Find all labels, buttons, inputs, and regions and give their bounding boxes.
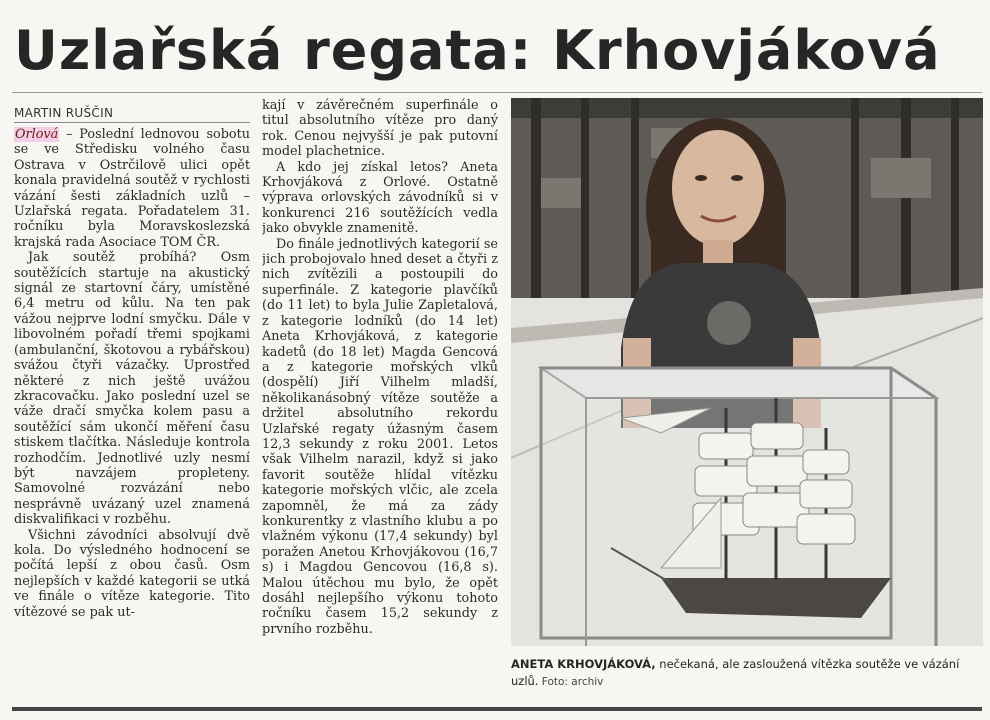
paragraph: Do finále jednotlivých kategorií se jich probojovalo hned deset a čtyři z nich zvítězili a postoupili do superfinále. Z kategorie plavčíků (do 11 let) to byla Julie Zapletalová, z kategorie lodníků (do 14 let) Aneta Krhovjáková, z kategorie kadetů (do 18 let) Magda Gencová a z kategorie mořských vlků (dospělí) Jiří Vilhelm mladší, několikanásobný vítěze soutěže a držitel absolutního rekordu Uzlařské regaty úžasným časem 12,3 sekundy z roku 2001. Letos však Vilhelm narazil, když si jako favorit soutěže hlídal vítězku kategorie mořských vlčic, ale zcela zapomněl, že má za zády konkurentky z vlastního klubu a po vlažném výkonu (17,4 sekundy) byl poražen Anetou Krhovjákovou (16,7 s) i Magdou Gencovou (16,8 s). Malou útěchou mu bylo, že opět dosáhl nejlepšího výkonu tohoto ročníku časem 15,2 sekundy z prvního rozběhu.	[262, 236, 498, 637]
paragraph: A kdo jej získal letos? Aneta Krhovjáková z Orlové. Ostatně výprava orlovských závodníků si v konkurenci 216 soutěžících vedla jako obvykle znamenitě.	[262, 159, 498, 237]
paragraph-text: – Poslední lednovou sobotu se ve Středisku volného času Ostrava v Ostrčilově ulici opět konala pravidelná soutěž v rychlosti vázání šesti základních uzlů – Uzlařská regata. Pořadatelem 31. ročníku byla Moravskoslezská krajská rada Asociace TOM ČR.	[14, 127, 250, 250]
paragraph: Jak soutěž probíhá? Osm soutěžících startuje na akustický signál ze startovní čáry, umístěné 6,4 metru od kůlu. Na ten pak vážou nejprve lodní smyčku. Dále v libovolném pořadí třemi spojkami (ambulanční, škotovou a rybářskou) svážou čtyři vázačky. Uprostřed některé z nich ještě uvážou zkracovačku. Jako poslední uzel se váže dračí smyčka kolem pasu a soutěžící sám ukončí měření času stiskem tlačítka. Následuje kontrola rozhodčím. Jednotlivé uzly nesmí být navzájem propleteny. Samovolné rozvázání nebo nesprávně uvázaný uzel znamená diskvalifikaci v rozběhu.	[14, 250, 250, 528]
bottom-divider	[12, 707, 982, 711]
photo-caption	[511, 656, 983, 691]
paragraph: Všichni závodníci absolvují dvě kola. Do výsledného hodnocení se počítá lepší z obou časů. Osm nejlepších v každé kategorii se utká ve finále o vítěze kategorie. Tito vítězové se pak ut-	[14, 527, 250, 620]
text-column-1	[14, 127, 250, 703]
photo-credit: Foto: archiv	[538, 676, 604, 688]
photo-illustration	[511, 98, 983, 646]
caption-name: ANETA KRHOVJÁKOVÁ,	[511, 657, 656, 671]
byline-divider	[14, 122, 250, 123]
article-photo	[511, 98, 983, 646]
caption-text: nečekaná, ale zasloužená vítězka soutěže ve vázání uzlů.	[511, 657, 960, 688]
top-divider	[12, 92, 982, 93]
paragraph	[14, 127, 250, 250]
headline: Uzlařská regata: Krhovjáková	[14, 19, 941, 82]
text-column-2	[262, 98, 498, 704]
paragraph: kají v závěrečném superfinále o titul absolutního vítěze pro daný rok. Cenou nejvyšší je pak putovní model plachetnice.	[262, 98, 498, 160]
byline: MARTIN RUŠČIN	[14, 106, 114, 120]
place-name: Orlová	[15, 127, 59, 142]
